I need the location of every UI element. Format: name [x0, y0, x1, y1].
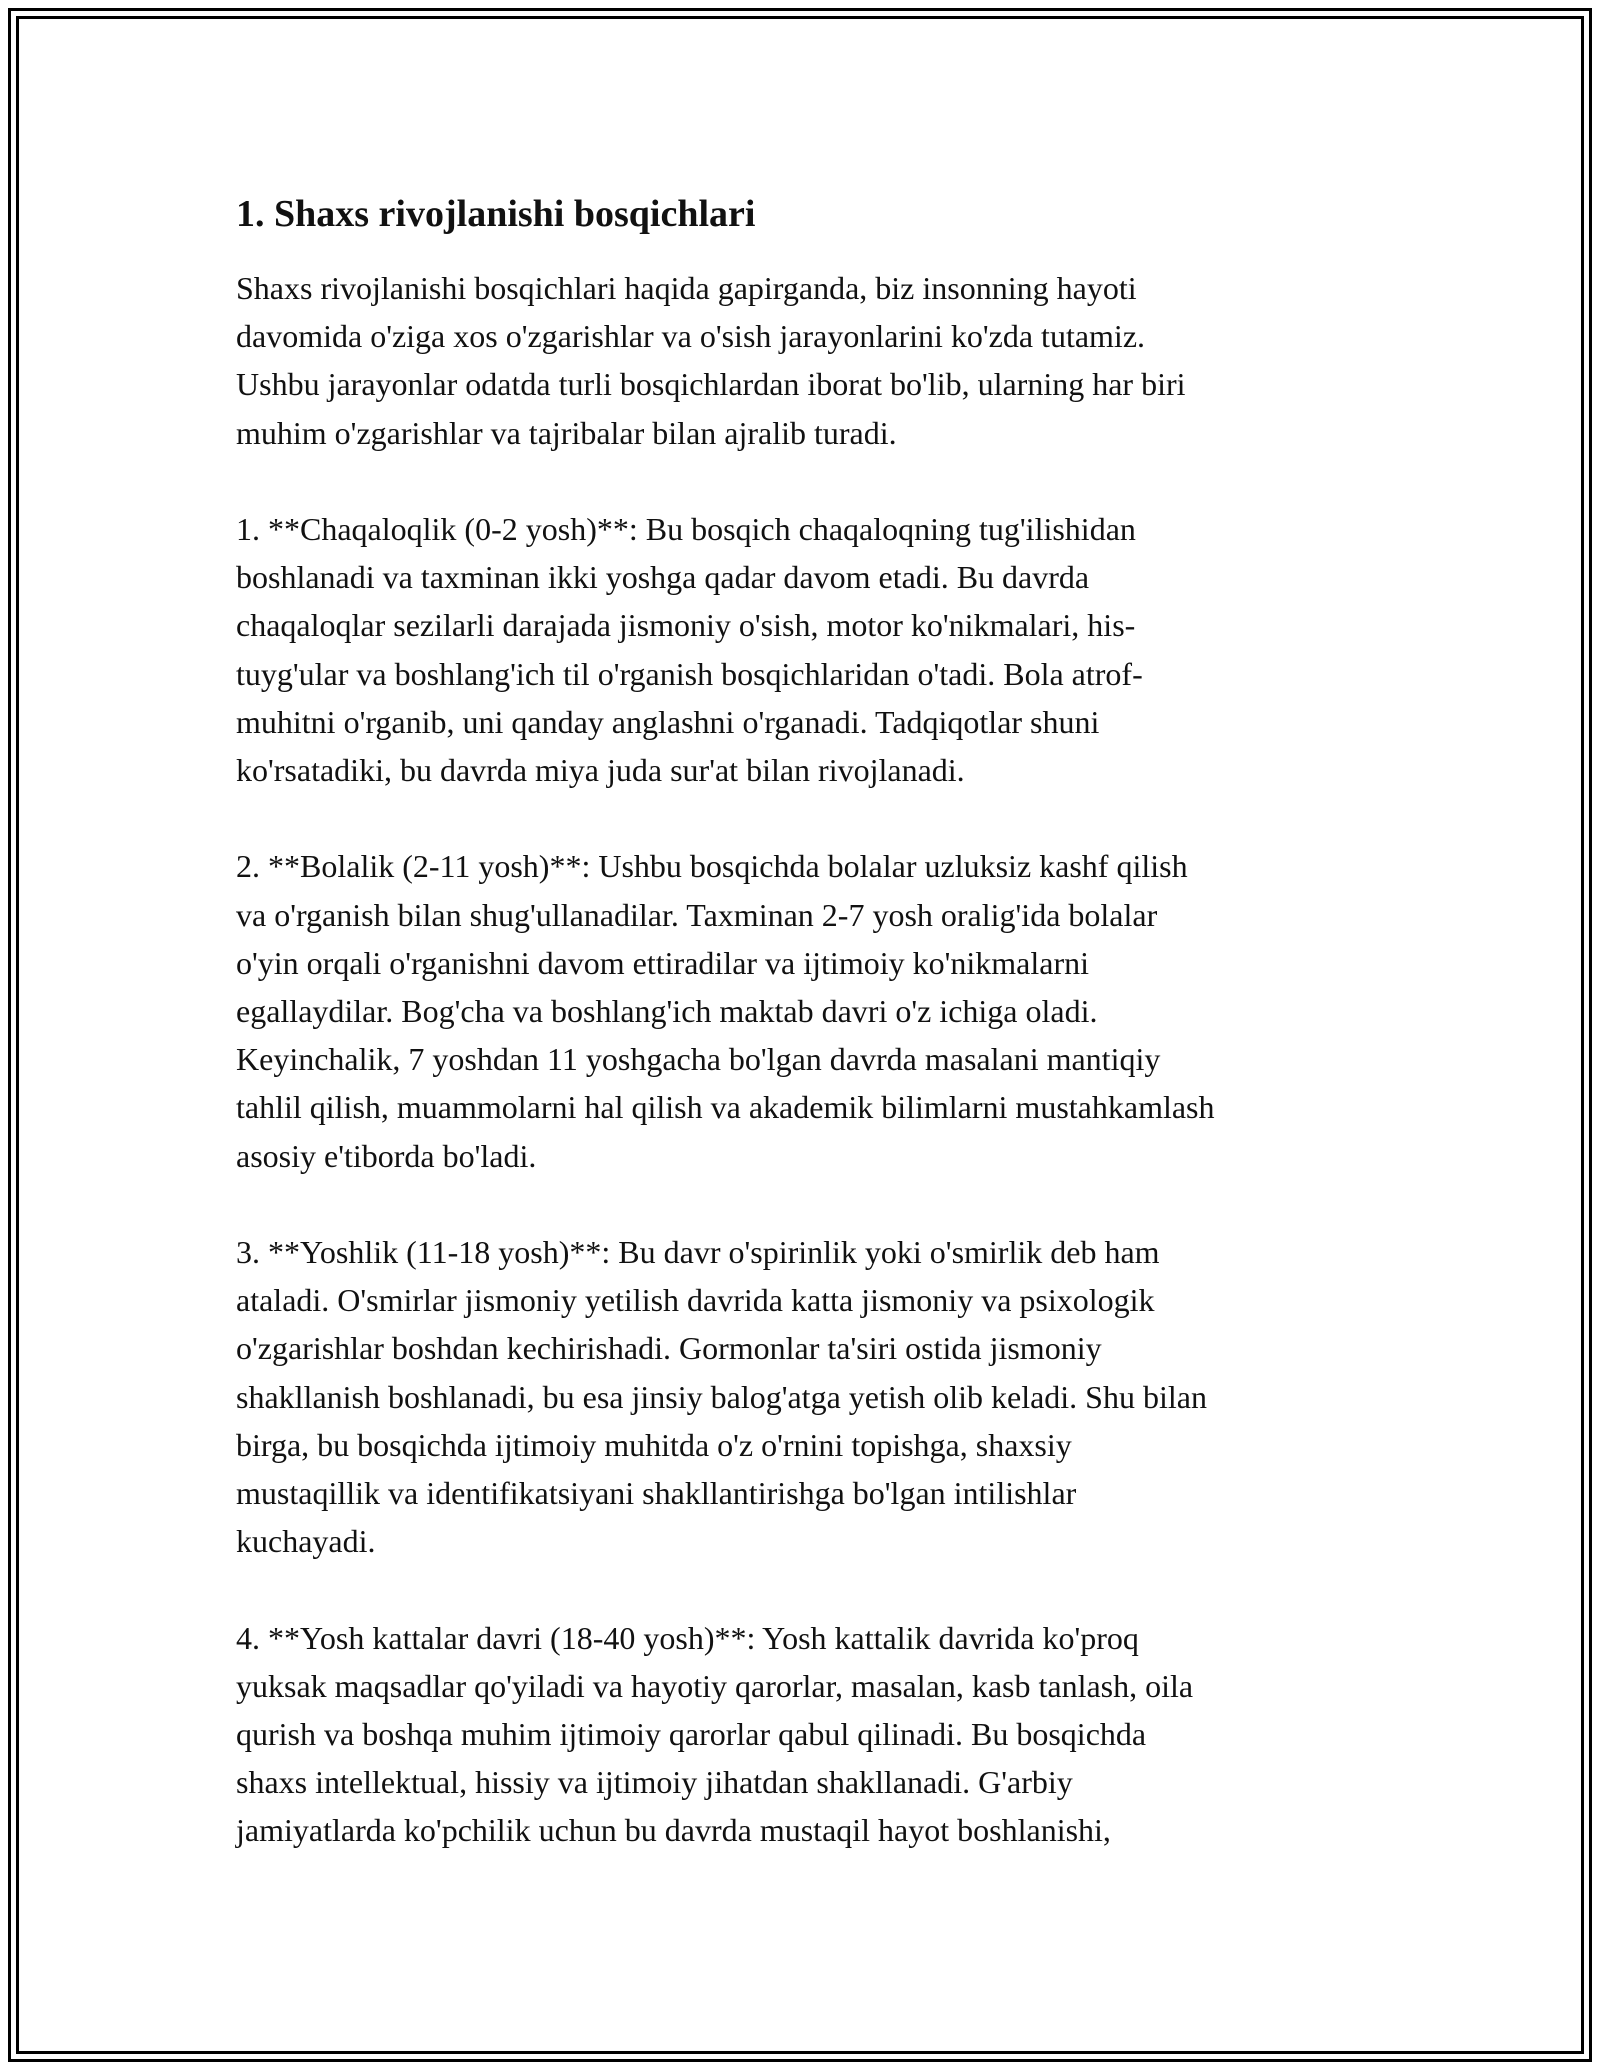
paragraph-line: ataladi. O'smirlar jismoniy yetilish davrida katta jismoniy va psixologik [236, 1282, 1155, 1319]
page-title: 1. Shaxs rivojlanishi bosqichlari [236, 193, 756, 235]
paragraph-line: va o'rganish bilan shug'ullanadilar. Taxminan 2-7 yosh oralig'ida bolalar [236, 896, 1158, 933]
stage-youth-paragraph [236, 1228, 1366, 1565]
paragraph-line: shakllanish boshlanadi, bu esa jinsiy balog'atga yetish olib keladi. Shu bilan [236, 1378, 1207, 1415]
paragraph-line: tahlil qilish, muammolarni hal qilish va akademik bilimlarni mustahkamlash [236, 1089, 1215, 1126]
paragraph-line: boshlanadi va taxminan ikki yoshga qadar davom etadi. Bu davrda [236, 559, 1090, 596]
paragraph-line: qurish va boshqa muhim ijtimoiy qarorlar qabul qilinadi. Bu bosqichda [236, 1716, 1147, 1753]
paragraph-line: chaqaloqlar sezilarli darajada jismoniy o'sish, motor ko'nikmalari, his- [236, 607, 1136, 644]
stage-infancy-paragraph [236, 505, 1366, 794]
paragraph-line: Shaxs rivojlanishi bosqichlari haqida gapirganda, biz insonning hayoti [236, 270, 1137, 306]
paragraph-line: Ushbu jarayonlar odatda turli bosqichlardan iborat bo'lib, ularning har biri [236, 366, 1186, 403]
paragraph-line: 1. **Chaqaloqlik (0-2 yosh)**: Bu bosqich chaqaloqning tug'ilishidan [236, 511, 1136, 547]
paragraph-line: Keyinchalik, 7 yoshdan 11 yoshgacha bo'lgan davrda masalani mantiqiy [236, 1041, 1161, 1078]
paragraph-line: muhim o'zgarishlar va tajribalar bilan ajralib turadi. [236, 414, 897, 451]
document-body [236, 188, 1366, 1903]
paragraph-line: o'yin orqali o'rganishni davom ettiradilar va ijtimoiy ko'nikmalarni [236, 944, 1089, 981]
paragraph-line: shaxs intellektual, hissiy va ijtimoiy jihatdan shakllanadi. G'arbiy [236, 1764, 1073, 1801]
paragraph-line: yuksak maqsadlar qo'yiladi va hayotiy qarorlar, masalan, kasb tanlash, oila [236, 1667, 1194, 1704]
paragraph-line: o'zgarishlar boshdan kechirishadi. Gormonlar ta'siri ostida jismoniy [236, 1330, 1102, 1367]
paragraph-line: 3. **Yoshlik (11-18 yosh)**: Bu davr o'spirinlik yoki o'smirlik deb ham [236, 1234, 1160, 1271]
paragraph-line: muhitni o'rganib, uni qanday anglashni o'rganadi. Tadqiqotlar shuni [236, 703, 1100, 740]
paragraph-line: asosiy e'tiborda bo'ladi. [236, 1137, 537, 1174]
paragraph-line: egallaydilar. Bog'cha va boshlang'ich maktab davri o'z ichiga oladi. [236, 993, 1098, 1030]
paragraph-line: ko'rsatadiki, bu davrda miya juda sur'at bilan rivojlanadi. [236, 752, 965, 789]
paragraph-line: jamiyatlarda ko'pchilik uchun bu davrda mustaqil hayot boshlanishi, [236, 1812, 1111, 1849]
intro-paragraph [236, 264, 1366, 457]
paragraph-line: birga, bu bosqichda ijtimoiy muhitda o'z o'rnini topishga, shaxsiy [236, 1426, 1072, 1463]
paragraph-line: mustaqillik va identifikatsiyani shakllantirishga bo'lgan intilishlar [236, 1475, 1077, 1512]
paragraph-line: 2. **Bolalik (2-11 yosh)**: Ushbu bosqichda bolalar uzluksiz kashf qilish [236, 848, 1188, 885]
paragraph-line: tuyg'ular va boshlang'ich til o'rganish bosqichlaridan o'tadi. Bola atrof- [236, 655, 1143, 692]
paragraph-line: 4. **Yosh kattalar davri (18-40 yosh)**: Yosh kattalik davrida ko'proq [236, 1619, 1139, 1656]
paragraph-line: davomida o'ziga xos o'zgarishlar va o'sish jarayonlarini ko'zda tutamiz. [236, 318, 1146, 355]
stage-young-adulthood-paragraph [236, 1614, 1366, 1855]
paragraph-line: kuchayadi. [236, 1523, 376, 1560]
stage-childhood-paragraph [236, 842, 1366, 1179]
